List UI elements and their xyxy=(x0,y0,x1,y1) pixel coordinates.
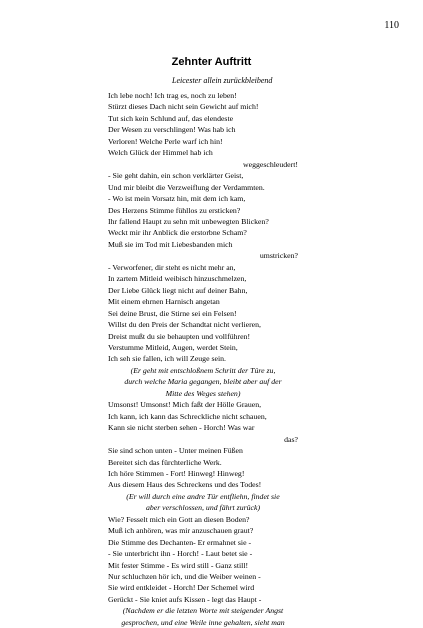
verse-line: Wie? Fesselt mich ein Gott an diesen Boden? xyxy=(108,514,250,524)
verse-line: umstricken? xyxy=(259,251,298,261)
verse-line: Dreist mußt du sie behaupten und vollführen! xyxy=(108,331,251,341)
verse-line: Muß ich anhören, was mir anzuschauen graut? xyxy=(108,526,254,536)
verse-line: Ich kann, ich kann das Schreckliche nicht schauen, xyxy=(108,411,267,421)
verse-line: Ihr fallend Haupt zu sehn mit unbewegten Blicken? xyxy=(108,216,269,226)
verse-line: - Sie unterbricht ihn - Horch! - Laut betet sie - xyxy=(108,549,253,559)
verse-line: Aus diesem Haus des Schreckens und des Todes! xyxy=(108,480,262,490)
verse-line: Sei deine Brust, die Stirne sei ein Felsen! xyxy=(108,308,237,318)
verse-line: Sie sind schon unten - Unter meinen Füßen xyxy=(108,446,243,456)
verse-line: Verstumme Mitleid, Augen, werdet Stein, xyxy=(108,342,238,352)
verse-line: Tut sich kein Schlund auf, das elendeste xyxy=(108,113,234,123)
verse-line: Die Stimme des Dechanten- Er ermahnet sie - xyxy=(108,537,252,547)
stage-heading: Leicester allein zurückbleibend xyxy=(172,76,273,85)
verse-line: Gerückt - Sie kniet aufs Kissen - legt das Haupt - xyxy=(108,594,262,604)
stage-direction-line: gesprochen, und eine Weile inne gehalten, sieht man xyxy=(121,617,285,627)
stage-direction-line: Mitte des Weges stehen) xyxy=(165,388,241,398)
verse-line: - Verworfener, dir steht es nicht mehr an, xyxy=(108,262,236,272)
verse-block xyxy=(108,90,298,628)
verse-line: In zartem Mitleid weibisch hinzuschmelzen, xyxy=(108,274,247,284)
verse-line: Ich seh sie fallen, ich will Zeuge sein. xyxy=(108,354,226,364)
stage-direction-line: (Er will durch eine andre Tür entfliehn, findet sie xyxy=(126,491,280,501)
verse-line: Verloren! Welche Perle warf ich hin! xyxy=(108,136,223,146)
verse-line: Stürzt dieses Dach nicht sein Gewicht auf mich! xyxy=(108,102,259,112)
verse-line: das? xyxy=(284,434,298,444)
verse-line: Muß sie im Tod mit Liebesbanden mich xyxy=(108,239,233,249)
verse-line: Weckt mir ihr Anblick die erstorbne Scham? xyxy=(108,228,247,238)
verse-line: Mit fester Stimme - Es wird still - Ganz still! xyxy=(108,560,249,570)
stage-direction-line: durch welche Maria gegangen, bleibt aber auf der xyxy=(124,377,282,387)
scene-title: Zehnter Auftritt xyxy=(171,56,252,68)
verse-line: Des Herzens Stimme fühllos zu ersticken? xyxy=(108,205,241,215)
verse-line: Umsonst! Umsonst! Mich faßt der Hölle Grauen, xyxy=(108,400,262,410)
verse-line: Welch Glück der Himmel hab ich xyxy=(108,148,213,158)
verse-line: Willst du den Preis der Schandtat nicht verlieren, xyxy=(108,320,261,330)
verse-line: Kann sie nicht sterben sehen - Horch! Was war xyxy=(108,423,255,433)
verse-line: - Sie geht dahin, ein schon verklärter Geist, xyxy=(108,171,244,181)
stage-direction-line: (Er geht mit entschloßnem Schritt der Türe zu, xyxy=(130,365,276,375)
stage-direction-line: aber verschlossen, und fährt zurück) xyxy=(145,503,261,513)
page-number: 110 xyxy=(384,20,399,31)
verse-line: Ich höre Stimmen - Fort! Hinweg! Hinweg! xyxy=(108,468,245,478)
verse-line: Und mir bleibt die Verzweiflung der Verdammten. xyxy=(108,182,265,192)
verse-line: Der Liebe Glück liegt nicht auf deiner Bahn, xyxy=(108,285,248,295)
verse-line: weggeschleudert! xyxy=(243,159,298,169)
verse-line: Der Wesen zu verschlingen! Was hab ich xyxy=(108,125,236,135)
verse-line: Ich lebe noch! Ich trag es, noch zu leben! xyxy=(108,91,237,100)
verse-line: - Wo ist mein Vorsatz hin, mit dem ich kam, xyxy=(108,194,246,204)
verse-line: Sie wird entkleidet - Horch! Der Schemel wird xyxy=(108,583,255,593)
verse-line: Bereitet sich das fürchterliche Werk. xyxy=(108,457,222,467)
verse-line: Nur schluchzen hör ich, und die Weiber weinen - xyxy=(108,572,261,582)
verse-line: Mit einem ehrnen Harnisch angetan xyxy=(108,297,220,307)
stage-direction-line: (Nachdem er die letzten Worte mit steigender Angst xyxy=(122,606,284,616)
